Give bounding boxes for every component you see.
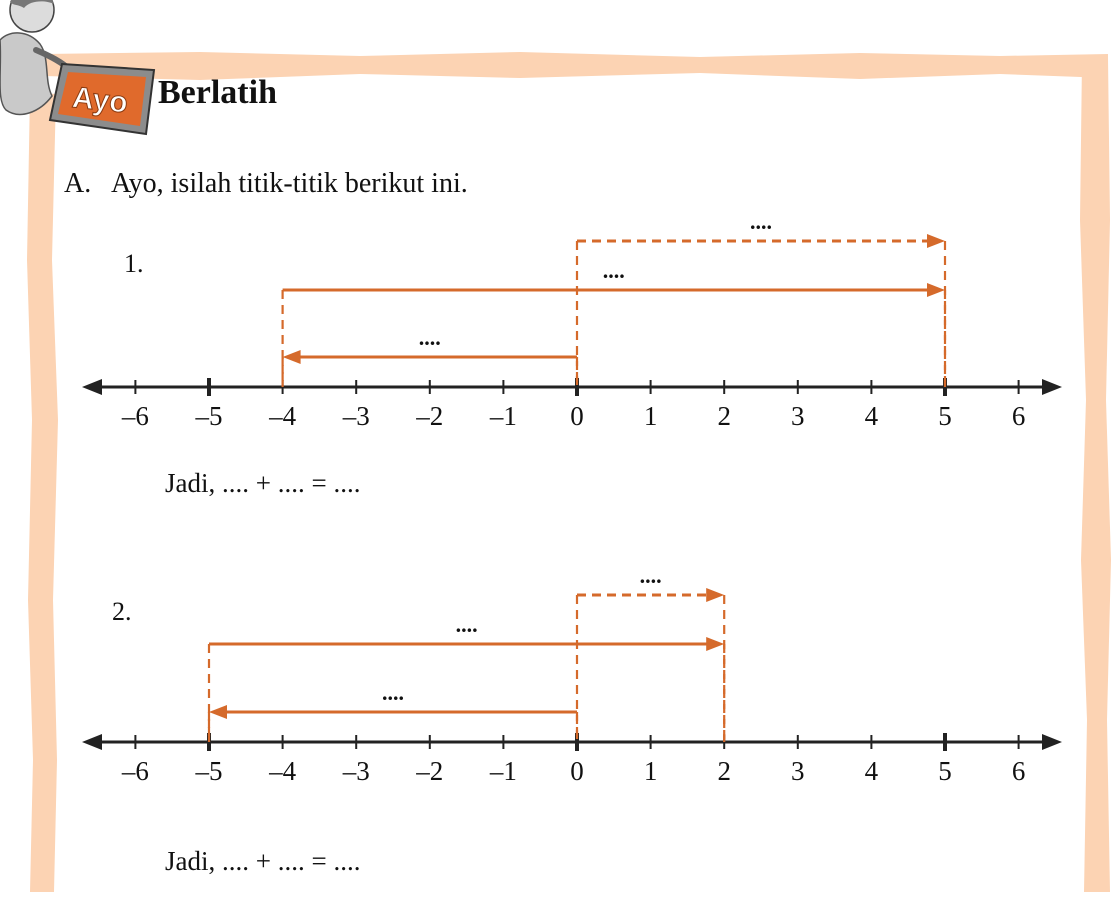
axis-right-arrowhead [1042, 734, 1062, 750]
arrow-first-addend [209, 680, 577, 742]
arrow-head [927, 283, 945, 297]
axis-right-arrowhead [1042, 379, 1062, 395]
arrow-head [706, 588, 724, 602]
tick-label: 0 [570, 401, 584, 431]
tick-label: –1 [489, 401, 517, 431]
arrow-blank-label: .... [418, 325, 441, 350]
tick-label: 0 [570, 756, 584, 786]
arrow-head [706, 637, 724, 651]
instruction-text: Ayo, isilah titik-titik berikut ini. [111, 168, 468, 199]
tick-label: –5 [195, 756, 223, 786]
answer-line: Jadi, .... + .... = .... [165, 468, 361, 498]
arrow-blank-label: .... [455, 612, 478, 637]
frame-left-band [27, 92, 58, 892]
problem-2 [82, 563, 1062, 876]
tick-label: 2 [717, 401, 731, 431]
arrow-head [283, 350, 301, 364]
tick-label: 1 [643, 756, 658, 786]
arrow-blank-label: .... [602, 258, 625, 283]
arrow-second-addend [577, 209, 945, 387]
tick-label: –3 [342, 756, 370, 786]
arrow-head [927, 234, 945, 248]
tick-label: –4 [269, 756, 297, 786]
tick-label: 6 [1011, 401, 1026, 431]
arrow-first-addend [283, 325, 577, 387]
axis-left-arrowhead [82, 734, 102, 750]
tick-label: –6 [121, 756, 149, 786]
tick-label: –3 [342, 401, 370, 431]
tick-label: 4 [864, 756, 879, 786]
number-line-axis [82, 733, 1062, 786]
problem-number: 2. [112, 597, 132, 626]
tick-label: –6 [121, 401, 149, 431]
tick-label: 6 [1011, 756, 1026, 786]
arrow-head [209, 705, 227, 719]
instruction-letter: A. [64, 168, 92, 199]
mascot-body [0, 33, 52, 114]
tick-label: –1 [489, 756, 517, 786]
ayo-badge-text: Ayo [70, 81, 130, 120]
arrow-blank-label: .... [382, 680, 404, 705]
arrow-result [209, 612, 724, 742]
arrow-blank-label: .... [750, 209, 772, 234]
answer-line: Jadi, .... + .... = .... [165, 846, 361, 876]
section-title: Berlatih [158, 74, 277, 111]
tick-label: 1 [643, 401, 658, 431]
tick-label: –2 [416, 756, 444, 786]
arrow-blank-label: .... [639, 563, 662, 588]
number-line-axis [82, 378, 1062, 431]
tick-label: 4 [864, 401, 879, 431]
tick-label: 3 [791, 756, 805, 786]
ayo-sign [50, 64, 154, 134]
tick-label: 5 [938, 401, 952, 431]
tick-label: –2 [416, 401, 444, 431]
tick-label: 5 [938, 756, 952, 786]
tick-label: 3 [791, 401, 805, 431]
tick-label: 2 [717, 756, 731, 786]
arrow-second-addend [577, 563, 724, 742]
problem-1 [82, 209, 1062, 498]
axis-left-arrowhead [82, 379, 102, 395]
tick-label: –5 [195, 401, 223, 431]
arrow-result [283, 258, 945, 387]
tick-label: –4 [269, 401, 297, 431]
frame-right-band [1080, 58, 1111, 892]
problem-number: 1. [124, 249, 144, 278]
